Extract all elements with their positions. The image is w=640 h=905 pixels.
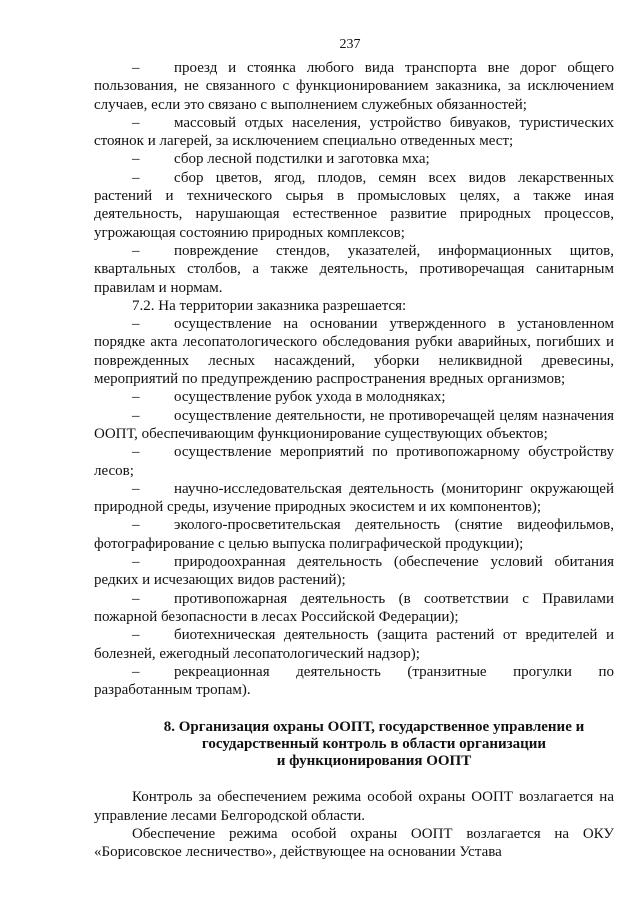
dash-marker: –: [132, 517, 140, 534]
list-item: [94, 407, 614, 444]
dash-marker: –: [132, 554, 140, 571]
body-paragraph: Обеспечение режима особой охраны ООПТ возлагается на ОКУ «Борисовское лесничество», действующее на основании Устава: [94, 825, 614, 861]
dash-marker: –: [132, 444, 140, 461]
list-item-text: осуществление на основании утвержденного в установленном порядке акта лесопатологического обследования рубки аварийных, погибших и поврежденных лесных насаждений, уборки неликвидной древесины, мероприятий по предупреждению распространения вредных организмов;: [94, 316, 614, 388]
list-item: [94, 114, 614, 151]
list-item-text: сбор лесной подстилки и заготовка мха;: [174, 151, 430, 168]
dash-marker: –: [132, 114, 140, 131]
list-item: [94, 315, 614, 388]
dash-marker: –: [132, 627, 140, 644]
list-item: [94, 242, 614, 297]
dash-marker: –: [132, 590, 140, 607]
list-item: [94, 150, 614, 168]
list-item-text: повреждение стендов, указателей, информационных щитов, квартальных столбов, а также деятельность, противоречащая санитарным правилам и нормам.: [94, 242, 614, 296]
list-item-text: проезд и стоянка любого вида транспорта вне дорог общего пользования, не связанного с функционированием заказника, за исключением случаев, если это связано с выполнением служебных обязанностей;: [94, 60, 614, 113]
list-item: [94, 553, 614, 590]
list-item: [94, 626, 614, 663]
list-item-text: биотехническая деятельность (защита растений от вредителей и болезней, ежегодный лесопатологический надзор);: [94, 627, 614, 662]
dash-marker: –: [132, 316, 140, 333]
body-paragraph: Контроль за обеспечением режима особой охраны ООПТ возлагается на управление лесами Белгородской области.: [94, 789, 614, 824]
prohibited-activities-list: [94, 59, 614, 297]
heading-line: и функционирования ООПТ: [276, 753, 472, 770]
dash-marker: –: [132, 407, 140, 424]
dash-marker: –: [132, 389, 140, 406]
permitted-activities-list: [94, 315, 614, 699]
list-item: [94, 388, 614, 406]
section-7-2-intro: 7.2. На территории заказника разрешается:: [132, 297, 407, 314]
section-8-heading: [94, 719, 614, 770]
list-item-text: природоохранная деятельность (обеспечение условий обитания редких и исчезающих видов растений);: [94, 554, 614, 589]
dash-marker: –: [132, 242, 140, 259]
page-number: 237: [339, 37, 361, 52]
dash-marker: –: [132, 480, 140, 497]
heading-line: государственный контроль в области организации: [201, 736, 547, 753]
list-item: [94, 516, 614, 553]
list-item: [94, 443, 614, 480]
list-item-text: рекреационная деятельность (транзитные прогулки по разработанным тропам).: [94, 663, 614, 699]
dash-marker: –: [132, 663, 140, 680]
list-item-text: научно-исследовательская деятельность (мониторинг окружающей природной среды, изучение природных экосистем и их компонентов);: [94, 480, 614, 516]
list-item-text: осуществление рубок ухода в молодняках;: [174, 389, 446, 406]
list-item-text: эколого-просветительская деятельность (снятие видеофильмов, фотографирование с целью выпуска полиграфической продукции);: [94, 517, 614, 552]
list-item: [94, 480, 614, 517]
list-item-text: сбор цветов, ягод, плодов, семян всех видов лекарственных растений и технического сырья в промысловых целях, а также иная деятельность, нарушающая естественное развитие природных процессов, угрожающая состоянию природных комплексов;: [94, 169, 614, 241]
dash-marker: –: [132, 169, 140, 186]
list-item-text: осуществление мероприятий по противопожарному обустройству лесов;: [94, 444, 614, 479]
list-item: [94, 590, 614, 627]
dash-marker: –: [132, 60, 140, 76]
list-item: [94, 59, 614, 114]
list-item-text: осуществление деятельности, не противоречащей целям назначения ООПТ, обеспечивающим функционирование существующих объектов;: [94, 407, 614, 442]
heading-line: 8. Организация охраны ООПТ, государственное управление и: [163, 719, 585, 736]
list-item-text: противопожарная деятельность (в соответствии с Правилами пожарной безопасности в лесах Российской Федерации);: [94, 590, 614, 625]
list-item: [94, 663, 614, 700]
dash-marker: –: [132, 151, 140, 168]
list-item-text: массовый отдых населения, устройство бивуаков, туристических стоянок и лагерей, за исключением специально отведенных мест;: [94, 114, 614, 150]
list-item: [94, 169, 614, 242]
